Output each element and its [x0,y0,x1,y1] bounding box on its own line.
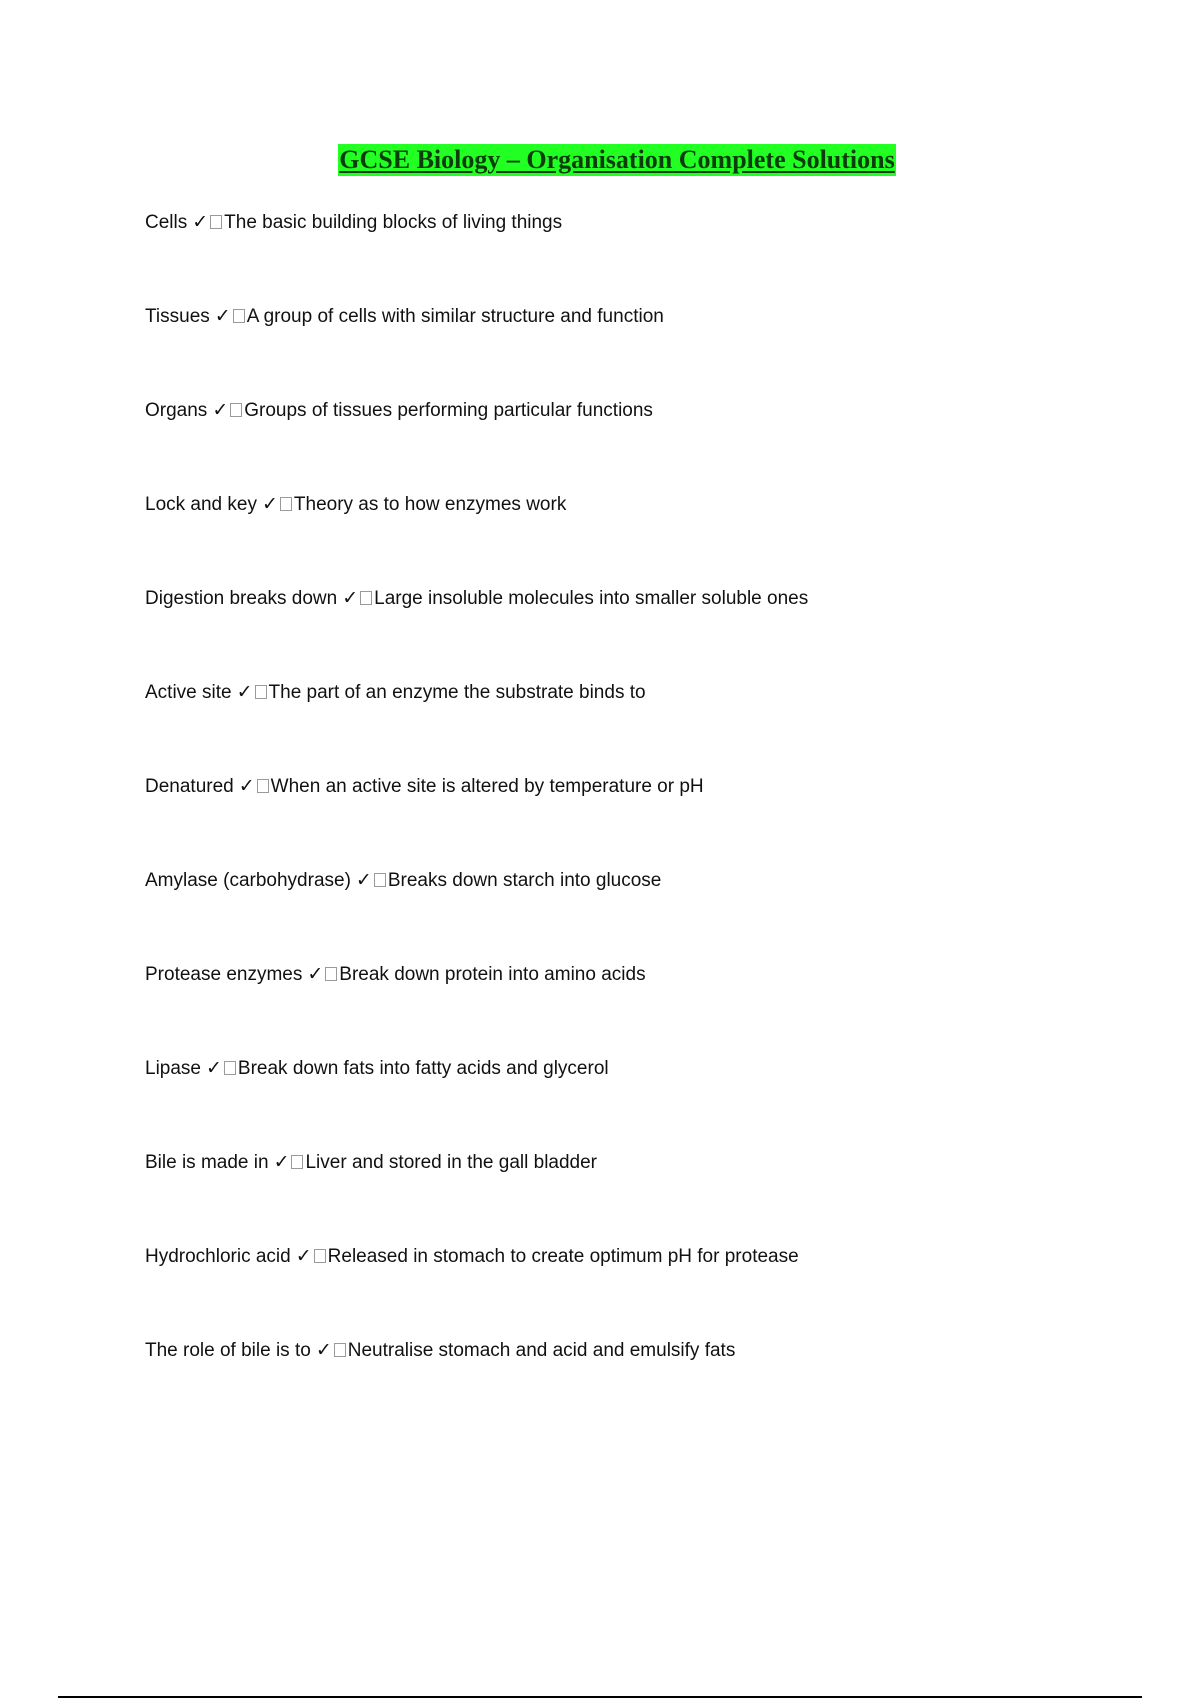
empty-box-icon [233,309,245,323]
qa-term: Hydrochloric acid [145,1246,291,1267]
qa-answer: Break down protein into amino acids [339,964,646,985]
checkmark-icon: ✓ [236,681,253,703]
qa-term: Organs [145,400,208,421]
empty-box-icon [374,873,386,887]
qa-list [145,209,1145,1431]
checkmark-icon: ✓ [206,1057,222,1079]
checkmark-icon: ✓ [315,1339,332,1361]
checkmark-icon: ✓ [295,1245,312,1267]
empty-box-icon [224,1061,236,1075]
qa-term: Tissues [145,306,210,327]
footer-divider [58,1696,1142,1698]
qa-answer: When an active site is altered by temperature or pH [270,776,704,797]
qa-term: Bile is made in [145,1152,269,1173]
page-title: GCSE Biology – Organisation Complete Solutions [339,145,895,174]
qa-answer: The basic building blocks of living things [224,212,563,233]
checkmark-icon: ✓ [238,775,255,797]
qa-item [145,773,1145,867]
qa-term: Digestion breaks down [145,588,338,609]
empty-box-icon [325,967,337,981]
qa-answer: Breaks down starch into glucose [387,870,662,891]
checkmark-icon: ✓ [192,211,209,233]
checkmark-icon: ✓ [212,399,229,421]
qa-item [145,397,1145,491]
qa-item [145,1055,1145,1149]
empty-box-icon [280,497,292,511]
empty-box-icon [210,215,222,229]
empty-box-icon [314,1249,326,1263]
qa-item [145,303,1145,397]
empty-box-icon [255,685,267,699]
checkmark-icon: ✓ [214,305,231,327]
qa-item [145,867,1145,961]
empty-box-icon [257,779,269,793]
qa-item [145,1337,1145,1431]
qa-answer: Large insoluble molecules into smaller soluble ones [374,588,809,609]
qa-term: Cells [145,212,188,233]
checkmark-icon: ✓ [355,869,372,891]
qa-answer: Groups of tissues performing particular functions [244,400,653,421]
qa-term: Protease enzymes [145,964,303,985]
qa-term: The role of bile is to [145,1340,311,1361]
empty-box-icon [291,1155,303,1169]
checkmark-icon: ✓ [273,1151,290,1173]
title-container [0,144,1200,176]
checkmark-icon: ✓ [307,963,324,985]
qa-item [145,585,1145,679]
qa-term: Lipase [145,1058,201,1079]
qa-answer: Released in stomach to create optimum pH for protease [327,1246,799,1267]
empty-box-icon [360,591,372,605]
empty-box-icon [334,1343,346,1357]
qa-answer: The part of an enzyme the substrate binds to [268,682,646,703]
qa-answer: Neutralise stomach and acid and emulsify fats [347,1340,736,1361]
qa-answer: Liver and stored in the gall bladder [305,1152,598,1173]
checkmark-icon: ✓ [261,493,278,515]
qa-answer: A group of cells with similar structure and function [246,306,664,327]
qa-term: Denatured [145,776,234,797]
qa-item [145,1243,1145,1337]
qa-term: Active site [145,682,232,703]
qa-item [145,491,1145,585]
qa-item [145,961,1145,1055]
qa-answer: Break down fats into fatty acids and glycerol [237,1058,609,1079]
qa-term: Amylase (carbohydrase) [145,870,351,891]
qa-term: Lock and key [145,494,257,515]
qa-item [145,209,1145,303]
checkmark-icon: ✓ [342,587,359,609]
qa-item [145,679,1145,773]
qa-item [145,1149,1145,1243]
empty-box-icon [230,403,242,417]
qa-answer: Theory as to how enzymes work [293,494,567,515]
